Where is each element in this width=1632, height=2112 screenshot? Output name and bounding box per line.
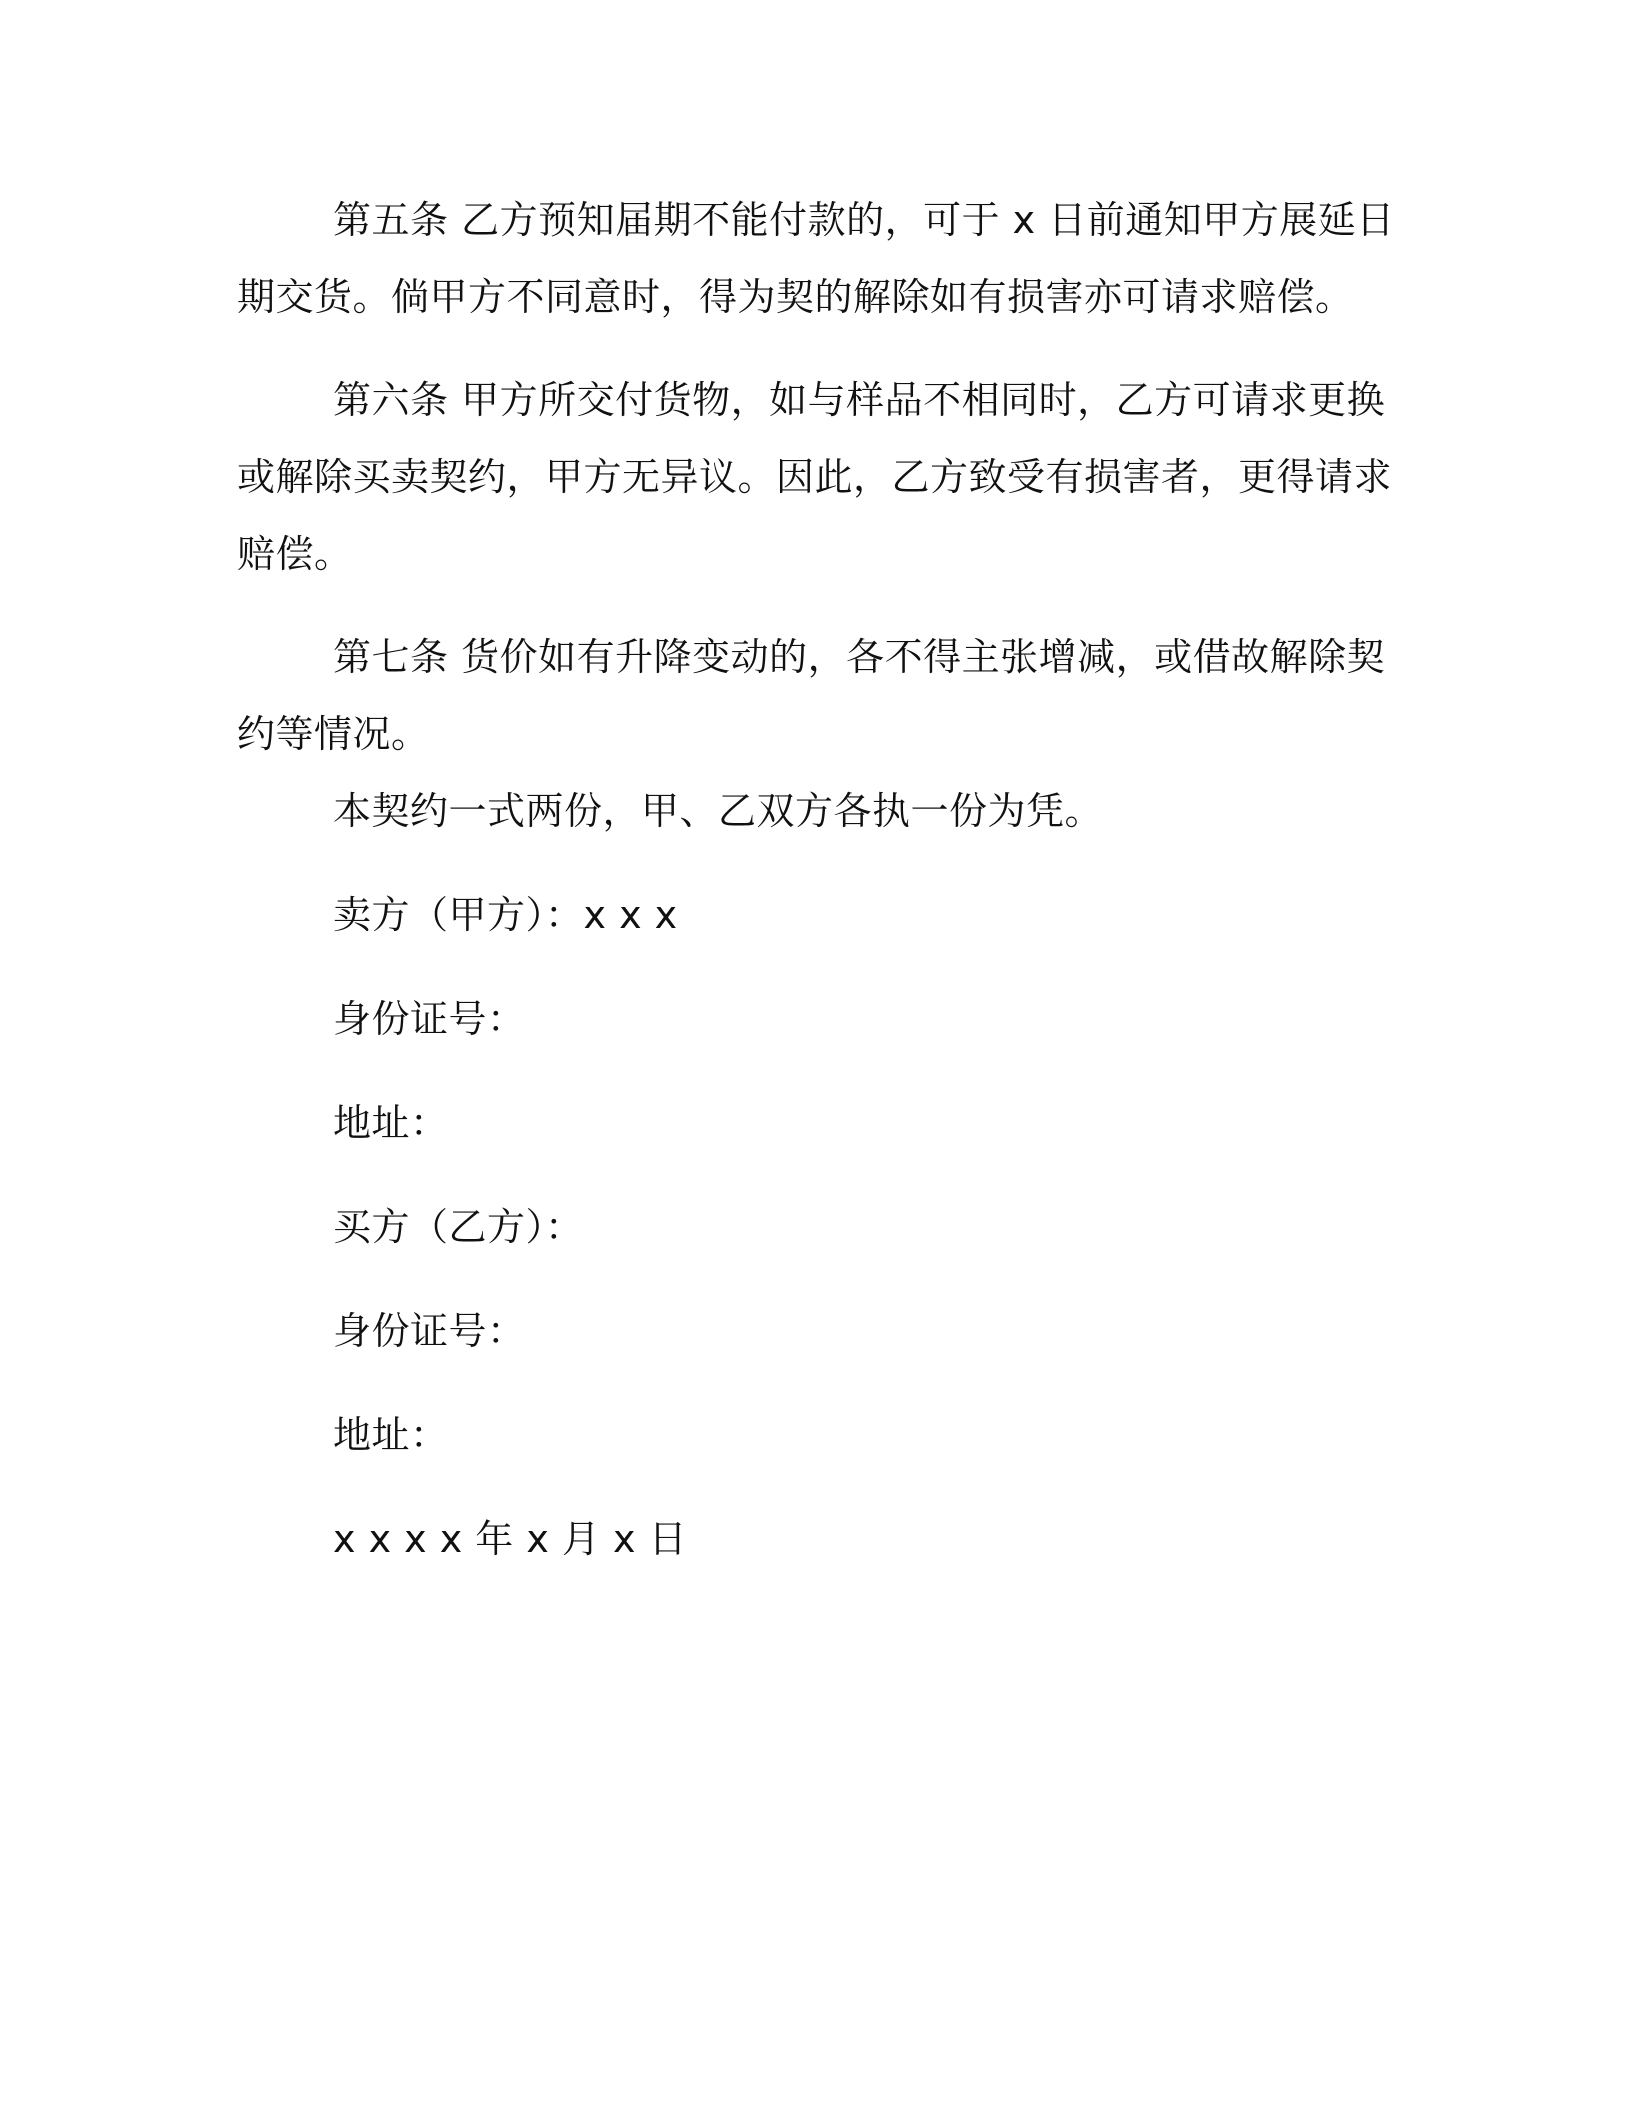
buyer-label: 买方（乙方）： xyxy=(333,1205,584,1249)
article-5: 第五条 乙方预知届期不能付款的，可于 x 日前通知甲方展延日期交货。倘甲方不同意时，得为契的解除如有损害亦可请求赔偿。 xyxy=(237,198,1395,319)
article-7: 第七条 货价如有升降变动的，各不得主张增减，或借故解除契约等情况。 xyxy=(237,635,1386,756)
seller-address-label: 地址： xyxy=(333,1101,449,1145)
article-6: 第六条 甲方所交付货物，如与样品不相同时，乙方可请求更换或解除买卖契约，甲方无异议。因此，乙方致受有损害者，更得请求赔偿。 xyxy=(237,378,1393,576)
signing-date: x x x x 年 x 月 x 日 xyxy=(333,1517,688,1561)
seller-label: 卖方（甲方）：x x x xyxy=(333,893,678,937)
closing-statement: 本契约一式两份，甲、乙双方各执一份为凭。 xyxy=(333,789,1104,833)
buyer-address-label: 地址： xyxy=(333,1413,449,1457)
seller-id-label: 身份证号： xyxy=(333,997,526,1041)
buyer-id-label: 身份证号： xyxy=(333,1309,526,1353)
contract-body xyxy=(237,182,1397,1578)
